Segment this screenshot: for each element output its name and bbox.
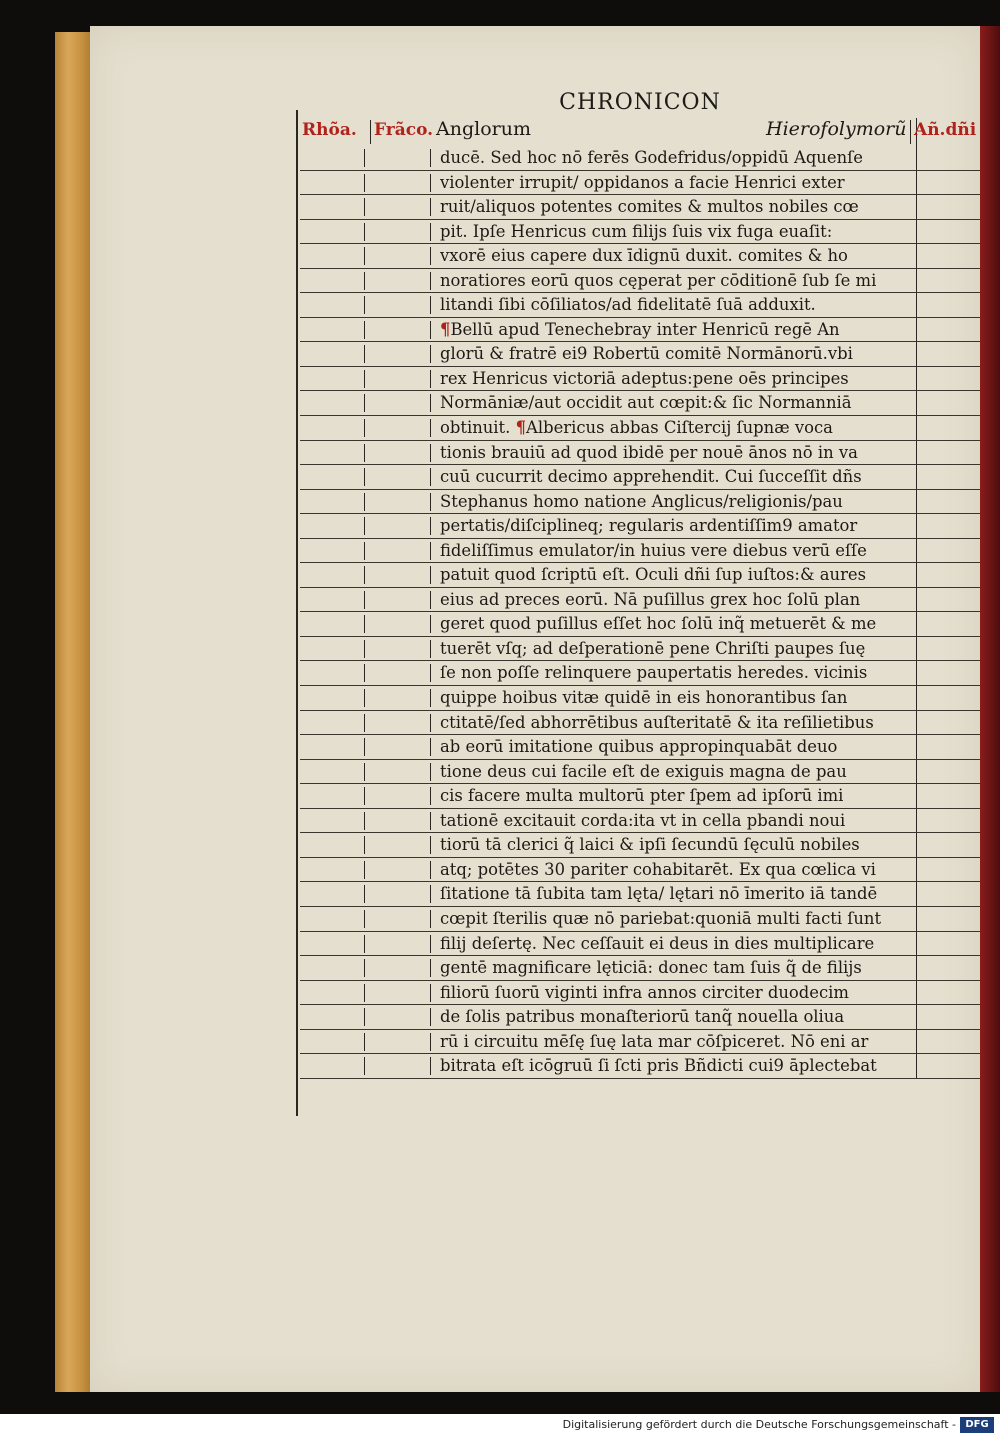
text-line-content: ¶Bellū apud Tenechebray inter Henricū regē An bbox=[440, 319, 840, 339]
text-line-content: ſe non poſſe relinquere paupertatis heredes. vicinis bbox=[440, 663, 868, 683]
text-line-content: filiorū ſuorū viginti infra annos circiter duodecim bbox=[440, 982, 849, 1002]
frame-left-rule bbox=[296, 110, 298, 1116]
column-rule bbox=[364, 542, 365, 560]
text-line bbox=[300, 956, 980, 981]
text-line bbox=[300, 686, 980, 711]
text-line bbox=[300, 318, 980, 343]
column-rule bbox=[364, 861, 365, 879]
text-line bbox=[300, 490, 980, 515]
column-rule bbox=[430, 689, 431, 707]
column-rule bbox=[430, 370, 431, 388]
text-line bbox=[300, 391, 980, 416]
column-header-anglorum: Anglorum bbox=[436, 118, 531, 140]
column-rule bbox=[364, 640, 365, 658]
column-header-fraco: Frãco. bbox=[374, 120, 434, 140]
column-rule bbox=[364, 370, 365, 388]
column-rule bbox=[430, 1008, 431, 1026]
column-rule bbox=[430, 394, 431, 412]
text-line bbox=[300, 588, 980, 613]
text-line bbox=[300, 833, 980, 858]
column-separator bbox=[370, 120, 371, 144]
column-rule bbox=[364, 615, 365, 633]
column-rule bbox=[430, 1057, 431, 1075]
text-line-content: ruit/aliquos potentes comites & multos nobiles cœ bbox=[440, 197, 859, 217]
text-line-content: cuū cucurrit decimo apprehendit. Cui ſucceſſit dñs bbox=[440, 467, 862, 487]
text-line-content: litandi ſibi cōſiliatos/ad fidelitatē ſuā adduxit. bbox=[440, 295, 816, 315]
text-line-content: pit. Ipſe Henricus cum filijs ſuis vix fuga euaſit: bbox=[440, 221, 833, 241]
pilcrow-icon: ¶ bbox=[440, 319, 451, 339]
dfg-logo: DFG bbox=[960, 1417, 994, 1433]
text-line bbox=[300, 612, 980, 637]
text-line bbox=[300, 441, 980, 466]
column-separator bbox=[910, 120, 911, 144]
page-edge bbox=[980, 26, 1000, 1392]
running-title: CHRONICON bbox=[559, 90, 721, 115]
column-rule bbox=[430, 959, 431, 977]
text-line bbox=[300, 932, 980, 957]
text-line-content: geret quod puſillus eſſet hoc ſolū inq̃ metuerēt & me bbox=[440, 614, 877, 634]
column-rule bbox=[430, 272, 431, 290]
text-line-content: obtinuit. ¶Albericus abbas Ciſtercij ſupnæ voca bbox=[440, 418, 833, 438]
text-line-content: eius ad preces eorū. Nā puſillus grex hoc ſolū plan bbox=[440, 589, 861, 609]
column-rule bbox=[364, 272, 365, 290]
column-rule bbox=[430, 493, 431, 511]
column-rule bbox=[430, 640, 431, 658]
column-rule bbox=[430, 885, 431, 903]
column-rule bbox=[364, 223, 365, 241]
text-line-content: Normāniæ/aut occidit aut cœpit:& ſic Normanniā bbox=[440, 393, 852, 413]
column-rule bbox=[430, 861, 431, 879]
column-rule bbox=[430, 910, 431, 928]
column-rule bbox=[430, 468, 431, 486]
footer-credit: Digitalisierung gefördert durch die Deutsche Forschungsgemeinschaft - bbox=[562, 1418, 956, 1431]
column-rule bbox=[364, 321, 365, 339]
column-rule bbox=[430, 836, 431, 854]
text-line-content: tuerēt vſq; ad deſperationē pene Chriſti paupes ſuę bbox=[440, 638, 866, 658]
text-line-content: pertatis/diſciplineq; regularis ardentiſſim9 amator bbox=[440, 516, 858, 536]
text-line-content: bitrata eſt icōgruū ſi ſcti pris Bñdicti cui9 āplectebat bbox=[440, 1056, 877, 1076]
text-line-content: ab eorū imitatione quibus appropinquabāt deuo bbox=[440, 737, 838, 757]
column-rule bbox=[430, 542, 431, 560]
column-rule bbox=[364, 566, 365, 584]
text-line bbox=[300, 416, 980, 441]
text-line-content: ctitatē/ſed abhorrētibus auſteritatē & ita reſilietibus bbox=[440, 712, 874, 732]
text-line bbox=[300, 809, 980, 834]
text-line bbox=[300, 784, 980, 809]
column-rule bbox=[430, 763, 431, 781]
text-line-content: tationē excitauit corda:ita vt in cella pbandi noui bbox=[440, 810, 846, 830]
column-rule bbox=[430, 444, 431, 462]
text-line bbox=[300, 1030, 980, 1055]
text-line bbox=[300, 981, 980, 1006]
text-line bbox=[300, 735, 980, 760]
text-line bbox=[300, 907, 980, 932]
column-rule bbox=[364, 394, 365, 412]
column-rule bbox=[364, 345, 365, 363]
column-rule bbox=[430, 812, 431, 830]
text-line bbox=[300, 220, 980, 245]
column-rule bbox=[364, 812, 365, 830]
column-rule bbox=[364, 787, 365, 805]
column-rule bbox=[430, 174, 431, 192]
column-rule bbox=[364, 910, 365, 928]
text-line bbox=[300, 367, 980, 392]
text-line-content: tiorū tā clerici q̃ laici & ipſi ſecundū ſęculū nobiles bbox=[440, 835, 860, 855]
column-rule bbox=[364, 1008, 365, 1026]
text-line bbox=[300, 882, 980, 907]
text-line bbox=[300, 269, 980, 294]
column-rule bbox=[430, 714, 431, 732]
text-line bbox=[300, 195, 980, 220]
column-rule bbox=[430, 935, 431, 953]
text-line-content: ducē. Sed hoc nō ferēs Godefridus/oppidū Aquenſe bbox=[440, 148, 863, 167]
column-rule bbox=[430, 296, 431, 314]
column-rule bbox=[364, 468, 365, 486]
text-line-content: ſitatione tā ſubita tam lęta/ lętari nō īmerito iā tandē bbox=[440, 884, 878, 904]
text-line bbox=[300, 244, 980, 269]
column-rule bbox=[364, 174, 365, 192]
column-header-hierosolymoru: Hierofolymorũ bbox=[766, 118, 907, 140]
text-line bbox=[300, 171, 980, 196]
text-line-content: atq; potētes 30 pariter cohabitarēt. Ex qua cœlica vi bbox=[440, 859, 876, 879]
column-rule bbox=[364, 149, 365, 167]
column-rule bbox=[364, 247, 365, 265]
text-line-content: cis facere multa multorū pter ſpem ad ipſorū imi bbox=[440, 786, 844, 806]
text-line-content: patuit quod ſcriptū eſt. Oculi dñi ſup iuſtos:& aures bbox=[440, 565, 867, 585]
text-line-content: cœpit ſterilis quæ nō pariebat:quoniā multi facti ſunt bbox=[440, 908, 882, 928]
text-line bbox=[300, 293, 980, 318]
column-rule bbox=[364, 1057, 365, 1075]
column-rule bbox=[364, 885, 365, 903]
column-header-rhoa: Rhõa. bbox=[302, 120, 357, 140]
column-rule bbox=[364, 517, 365, 535]
column-rule bbox=[430, 566, 431, 584]
column-rule bbox=[430, 223, 431, 241]
column-rule bbox=[430, 787, 431, 805]
column-rule bbox=[364, 935, 365, 953]
text-line bbox=[300, 1054, 980, 1079]
column-rule bbox=[364, 763, 365, 781]
column-rule bbox=[364, 836, 365, 854]
text-line-content: glorū & fratrē ei9 Robertū comitē Normānorū.vbi bbox=[440, 344, 853, 364]
text-line bbox=[300, 342, 980, 367]
text-line bbox=[300, 760, 980, 785]
column-rule bbox=[364, 959, 365, 977]
column-rule bbox=[430, 517, 431, 535]
text-line bbox=[300, 661, 980, 686]
text-line-content: quippe hoibus vitæ quidē in eis honorantibus ſan bbox=[440, 688, 848, 708]
text-line-content: violenter irrupit/ oppidanos a facie Henrici exter bbox=[440, 172, 845, 192]
column-rule bbox=[364, 1033, 365, 1051]
text-line bbox=[300, 563, 980, 588]
text-line bbox=[300, 146, 980, 171]
column-rule bbox=[364, 591, 365, 609]
column-rule bbox=[430, 664, 431, 682]
pilcrow-icon: ¶ bbox=[515, 418, 526, 438]
text-line-content: gentē magnificare lęticiā: donec tam ſuis q̃ de filijs bbox=[440, 958, 862, 978]
footer-bar bbox=[0, 1414, 1000, 1438]
book-spine bbox=[55, 32, 93, 1392]
text-line bbox=[300, 711, 980, 736]
text-line-content: filij deſertę. Nec ceſſauit ei deus in dies multiplicare bbox=[440, 933, 875, 953]
column-rule bbox=[430, 345, 431, 363]
column-rule bbox=[364, 296, 365, 314]
column-rule bbox=[430, 321, 431, 339]
column-rule bbox=[430, 984, 431, 1002]
column-rule bbox=[364, 689, 365, 707]
text-line-content: rex Henricus victoriā adeptus:pene oēs principes bbox=[440, 368, 849, 388]
column-rule bbox=[364, 664, 365, 682]
text-line-content: de ſolis patribus monaſteriorū tanq̃ nouella oliua bbox=[440, 1007, 845, 1027]
column-rule bbox=[430, 738, 431, 756]
text-line bbox=[300, 637, 980, 662]
text-line bbox=[300, 514, 980, 539]
text-line-content: tione deus cui facile eſt de exiguis magna de pau bbox=[440, 761, 847, 781]
text-line-content: tionis brauiū ad quod ibidē per nouē ānos nō in va bbox=[440, 442, 858, 462]
column-rule bbox=[430, 247, 431, 265]
column-rule bbox=[364, 984, 365, 1002]
column-rule bbox=[430, 591, 431, 609]
column-header-anni: Añ.dñi bbox=[914, 120, 977, 140]
column-rule bbox=[364, 738, 365, 756]
text-line-content: rū i circuitu mēſę ſuę lata mar cōſpiceret. Nō eni ar bbox=[440, 1031, 869, 1051]
column-rule bbox=[430, 419, 431, 437]
text-line-content: vxorē eius capere dux īdignū duxit. comites & ho bbox=[440, 246, 848, 266]
column-rule bbox=[430, 615, 431, 633]
column-rule bbox=[430, 1033, 431, 1051]
text-line-content: Stephanus homo natione Anglicus/religionis/pau bbox=[440, 491, 843, 511]
column-rule bbox=[430, 198, 431, 216]
column-rule bbox=[364, 444, 365, 462]
column-rule bbox=[430, 149, 431, 167]
text-line bbox=[300, 1005, 980, 1030]
text-line-content: noratiores eorū quos cęperat per cōditionē ſub ſe mi bbox=[440, 270, 877, 290]
column-rule bbox=[364, 419, 365, 437]
text-line bbox=[300, 465, 980, 490]
column-rule bbox=[364, 493, 365, 511]
text-block bbox=[300, 146, 980, 1079]
text-line bbox=[300, 539, 980, 564]
text-line-content: fideliſſimus emulator/in huius vere diebus verū eſſe bbox=[440, 540, 867, 560]
text-line bbox=[300, 858, 980, 883]
column-headers bbox=[300, 118, 980, 146]
column-rule bbox=[364, 714, 365, 732]
column-rule bbox=[364, 198, 365, 216]
